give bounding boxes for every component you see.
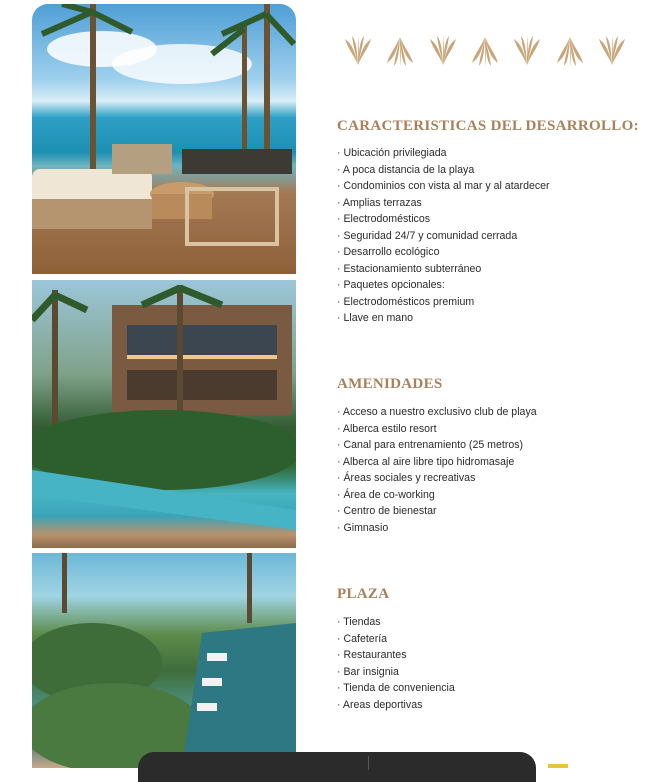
section-title-amenidades: AMENIDADES [337, 376, 443, 392]
list-item: · Canal para entrenamiento (25 metros) [337, 437, 537, 454]
list-item: · A poca distancia de la playa [337, 162, 550, 179]
list-item: · Acceso a nuestro exclusivo club de playa [337, 404, 537, 421]
list-item: · Ubicación privilegiada [337, 145, 550, 162]
list-amenidades [337, 404, 537, 536]
section-title-plaza: PLAZA [337, 586, 390, 602]
fan-ornament-icon [471, 35, 499, 67]
list-item: · Restaurantes [337, 647, 455, 664]
list-item: · Alberca estilo resort [337, 421, 537, 438]
section-title-caracteristicas: CARACTERISTICAS DEL DESARROLLO: [337, 118, 639, 134]
list-item: · Áreas sociales y recreativas [337, 470, 537, 487]
list-item: · Tienda de conveniencia [337, 680, 455, 697]
fan-ornament-icon [429, 35, 457, 67]
pool-palms-illustration [32, 553, 296, 768]
list-item: · Gimnasio [337, 520, 537, 537]
list-item: · Llave en mano [337, 310, 550, 327]
list-item: · Área de co-working [337, 487, 537, 504]
pool-palms-photo [32, 553, 296, 768]
building-pool-illustration [32, 280, 296, 548]
fan-ornament-icon [598, 35, 626, 67]
terrace-ocean-illustration [32, 4, 296, 274]
list-plaza [337, 614, 455, 713]
terrace-ocean-photo [32, 4, 296, 274]
bottom-toolbar[interactable] [138, 752, 536, 782]
list-item: · Tiendas [337, 614, 455, 631]
list-item: · Desarrollo ecológico [337, 244, 550, 261]
list-item: · Areas deportivas [337, 697, 455, 714]
list-item: · Electrodomésticos [337, 211, 550, 228]
toolbar-accent [548, 764, 568, 768]
fan-ornament-icon [344, 35, 372, 67]
list-item: · Alberca al aire libre tipo hidromasaje [337, 454, 537, 471]
list-item: · Centro de bienestar [337, 503, 537, 520]
fan-ornament-icon [386, 35, 414, 67]
list-item: · Seguridad 24/7 y comunidad cerrada [337, 228, 550, 245]
list-item: · Cafetería [337, 631, 455, 648]
list-item: · Paquetes opcionales: [337, 277, 550, 294]
list-item: · Electrodomésticos premium [337, 294, 550, 311]
fan-ornament-icon [513, 35, 541, 67]
list-item: · Estacionamiento subterráneo [337, 261, 550, 278]
list-item: · Condominios con vista al mar y al atardecer [337, 178, 550, 195]
list-item: · Bar insignia [337, 664, 455, 681]
list-item: · Amplias terrazas [337, 195, 550, 212]
building-pool-photo [32, 280, 296, 548]
fan-ornament-icon [556, 35, 584, 67]
list-caracteristicas [337, 145, 550, 327]
ornament-row [344, 34, 626, 68]
